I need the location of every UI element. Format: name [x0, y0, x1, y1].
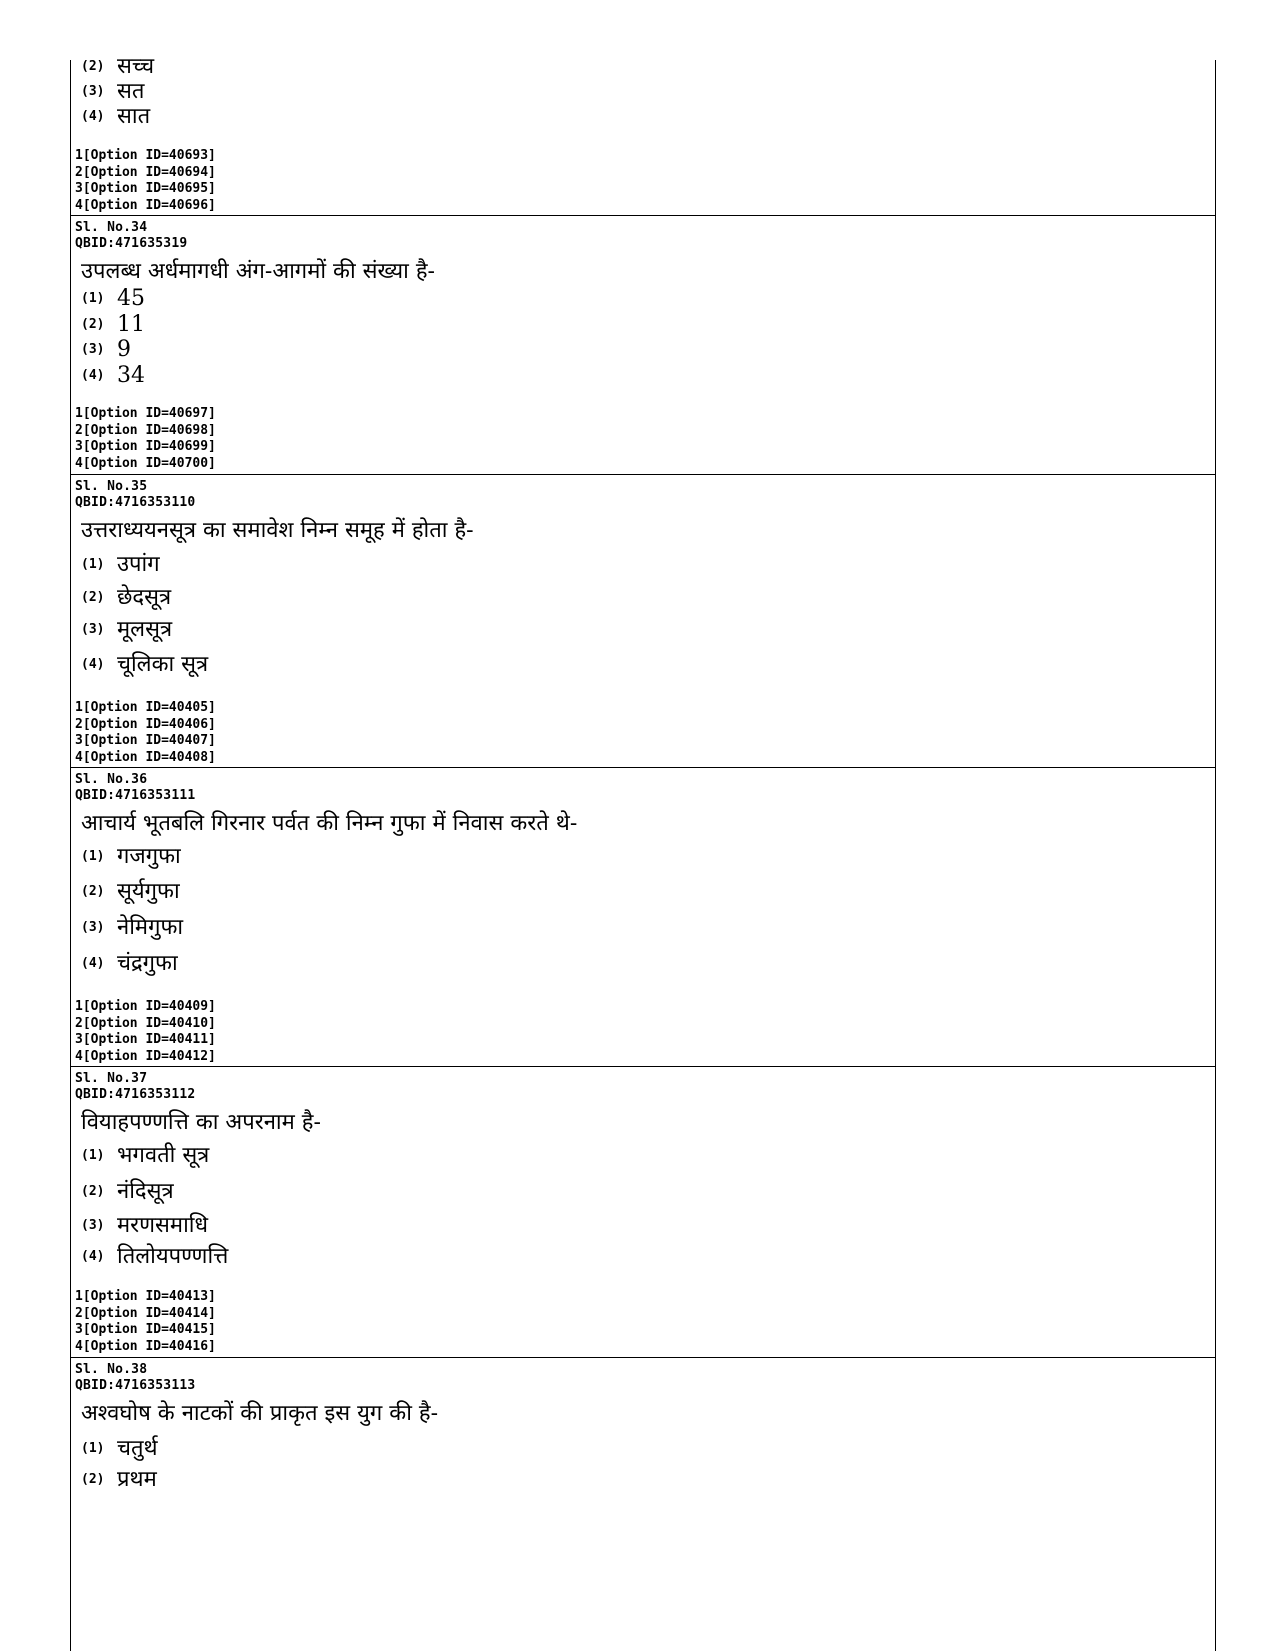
question-text: उपलब्ध अर्धमागधी अंग-आगमों की संख्या है- [81, 259, 435, 284]
option-number: (4) [81, 109, 105, 124]
qbid: QBID:4716353113 [75, 1378, 196, 1393]
serial-number: Sl. No.37 [75, 1071, 148, 1086]
question-text: वियाहपण्णत्ति का अपरनाम है- [81, 1110, 321, 1135]
qbid: QBID:471635319 [75, 236, 188, 251]
option-row [81, 913, 183, 943]
option-id: 3[Option ID=40411] [75, 1032, 216, 1047]
option-row [81, 361, 145, 391]
option-text: 34 [117, 363, 145, 388]
option-text: 9 [117, 337, 131, 362]
option-row [81, 1141, 209, 1171]
option-row [81, 102, 150, 132]
option-id-list [75, 1289, 216, 1355]
question-paper-frame [70, 54, 1216, 1651]
question-block-35 [71, 475, 1215, 768]
option-number: (4) [81, 956, 105, 971]
option-number: (4) [81, 657, 105, 672]
option-id: 4[Option ID=40696] [75, 197, 216, 213]
option-row [81, 1211, 208, 1241]
option-id: 1[Option ID=40697] [75, 406, 216, 421]
option-id: 1[Option ID=40409] [75, 999, 216, 1014]
option-number: (4) [81, 1249, 105, 1264]
option-text: उपांग [117, 552, 160, 577]
option-id: 3[Option ID=40695] [75, 181, 216, 196]
option-id: 3[Option ID=40407] [75, 733, 216, 748]
option-id-list [75, 148, 216, 214]
question-block-fragment [71, 54, 1215, 216]
serial-number: Sl. No.34 [75, 220, 148, 235]
option-number: (1) [81, 1441, 105, 1456]
option-text: सच्च [117, 54, 155, 79]
option-number: (1) [81, 291, 105, 306]
option-row [81, 615, 172, 645]
option-text: गजगुफा [117, 844, 181, 869]
question-block-37 [71, 1067, 1215, 1358]
option-id: 4[Option ID=40408] [75, 749, 216, 765]
option-number: (2) [81, 590, 105, 605]
option-number: (2) [81, 59, 105, 74]
option-text: चूलिका सूत्र [117, 652, 209, 677]
qbid: QBID:4716353112 [75, 1087, 196, 1102]
question-block-36 [71, 768, 1215, 1067]
option-text: 11 [117, 312, 145, 337]
option-id-list [75, 999, 216, 1065]
qbid: QBID:4716353111 [75, 788, 196, 803]
option-row [81, 1177, 174, 1207]
option-text: नेमिगुफा [117, 915, 184, 940]
option-id: 2[Option ID=40410] [75, 1015, 216, 1031]
option-id: 1[Option ID=40693] [75, 148, 216, 163]
option-row [81, 949, 178, 979]
serial-number: Sl. No.38 [75, 1362, 148, 1377]
serial-number: Sl. No.36 [75, 772, 148, 787]
option-id: 1[Option ID=40413] [75, 1289, 216, 1304]
option-row [81, 842, 181, 872]
option-id-list [75, 406, 216, 472]
question-text: उत्तराध्ययनसूत्र का समावेश निम्न समूह में होता है- [81, 518, 474, 543]
option-text: नंदिसूत्र [117, 1179, 174, 1204]
option-number: (1) [81, 1148, 105, 1163]
option-id: 3[Option ID=40415] [75, 1322, 216, 1337]
option-text: चतुर्थ [117, 1436, 158, 1461]
option-number: (2) [81, 1184, 105, 1199]
option-id: 4[Option ID=40412] [75, 1048, 216, 1064]
option-text: सात [117, 104, 151, 129]
option-id: 4[Option ID=40700] [75, 455, 216, 471]
option-number: (2) [81, 1472, 105, 1487]
option-id-list [75, 700, 216, 766]
option-id: 2[Option ID=40414] [75, 1305, 216, 1321]
option-row [81, 877, 180, 907]
option-row [81, 650, 208, 680]
option-text: सूर्यगुफा [117, 879, 180, 904]
qbid: QBID:4716353110 [75, 495, 196, 510]
option-id: 2[Option ID=40406] [75, 716, 216, 732]
option-id: 2[Option ID=40698] [75, 422, 216, 438]
option-id: 2[Option ID=40694] [75, 164, 216, 180]
option-number: (2) [81, 317, 105, 332]
option-row [81, 550, 160, 580]
option-row [81, 1465, 157, 1495]
option-number: (3) [81, 342, 105, 357]
question-block-38 [71, 1358, 1215, 1651]
option-number: (2) [81, 884, 105, 899]
option-id: 4[Option ID=40416] [75, 1338, 216, 1354]
option-number: (3) [81, 1218, 105, 1233]
option-text: प्रथम [117, 1467, 157, 1492]
option-id: 3[Option ID=40699] [75, 439, 216, 454]
option-text: मूलसूत्र [117, 617, 173, 642]
option-text: मरणसमाधि [117, 1213, 209, 1238]
option-number: (3) [81, 622, 105, 637]
option-text: तिलोयपण्णत्ति [117, 1244, 229, 1269]
option-number: (4) [81, 368, 105, 383]
option-text: चंद्रगुफा [117, 951, 178, 976]
question-block-34 [71, 216, 1215, 475]
option-number: (3) [81, 84, 105, 99]
question-text: अश्वघोष के नाटकों की प्राकृत इस युग की है- [81, 1401, 439, 1426]
option-text: सत [117, 79, 145, 104]
option-row [81, 583, 171, 613]
option-row [81, 1242, 228, 1272]
option-number: (1) [81, 849, 105, 864]
option-row [81, 1434, 158, 1464]
option-text: भगवती सूत्र [117, 1143, 210, 1168]
option-id: 1[Option ID=40405] [75, 700, 216, 715]
option-text: 45 [117, 286, 145, 311]
question-text: आचार्य भूतबलि गिरनार पर्वत की निम्न गुफा में निवास करते थे- [81, 811, 578, 836]
option-number: (1) [81, 557, 105, 572]
option-number: (3) [81, 920, 105, 935]
serial-number: Sl. No.35 [75, 479, 148, 494]
option-text: छेदसूत्र [117, 585, 172, 610]
